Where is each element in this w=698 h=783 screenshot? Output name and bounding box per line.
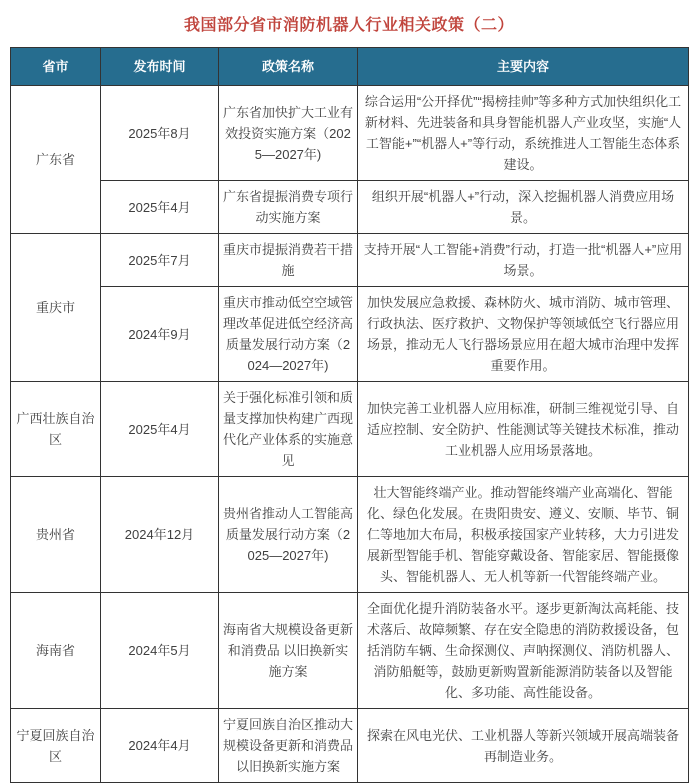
table-row (11, 382, 689, 477)
policy-content-cell: 全面优化提升消防装备水平。逐步更新淘汰高耗能、技术落后、故障频繁、存在安全隐患的消防救援设备，包括消防车辆、生命探测仪、声呐探测仪、消防机器人、消防船艇等，鼓励更新购置新能源消防装备以及智能化、多功能、高性能设备。 (358, 593, 689, 709)
policy-name-cell: 贵州省推动人工智能高质量发展行动方案（2025—2027年) (219, 477, 358, 593)
province-cell: 海南省 (11, 593, 101, 709)
province-cell: 广东省 (11, 86, 101, 234)
date-cell: 2025年4月 (101, 382, 219, 477)
policy-content-cell: 探索在风电光伏、工业机器人等新兴领域开展高端装备再制造业务。 (358, 709, 689, 783)
page-title: 我国部分省市消防机器人行业相关政策（二） (183, 17, 514, 34)
table-row (11, 86, 689, 181)
header-province: 省市 (11, 48, 101, 86)
date-cell: 2025年7月 (101, 234, 219, 287)
table-header-row (11, 48, 689, 86)
province-cell: 宁夏回族自治区 (11, 709, 101, 783)
policy-table-body (11, 86, 689, 783)
table-header (11, 48, 689, 86)
date-cell: 2024年4月 (101, 709, 219, 783)
header-policy-name: 政策名称 (219, 48, 358, 86)
policy-name-cell: 宁夏回族自治区推动大规模设备更新和消费品以旧换新实施方案 (219, 709, 358, 783)
header-date: 发布时间 (101, 48, 219, 86)
table-row (11, 287, 689, 382)
province-cell: 广西壮族自治区 (11, 382, 101, 477)
policy-content-cell: 支持开展“人工智能+消费”行动，打造一批“机器人+”应用场景。 (358, 234, 689, 287)
province-cell: 重庆市 (11, 234, 101, 382)
table-row (11, 709, 689, 783)
policy-name-cell: 关于强化标准引领和质量支撑加快构建广西现代化产业体系的实施意见 (219, 382, 358, 477)
policy-name-cell: 重庆市推动低空空域管理改革促进低空经济高质量发展行动方案（2024—2027年) (219, 287, 358, 382)
policy-content-cell: 加快发展应急救援、森林防火、城市消防、城市管理、行政执法、医疗救护、文物保护等领域低空飞行器应用场景，推动无人飞行器场景应用在超大城市治理中发挥重要作用。 (358, 287, 689, 382)
date-cell: 2025年4月 (101, 181, 219, 234)
table-row (11, 234, 689, 287)
table-row (11, 181, 689, 234)
date-cell: 2024年9月 (101, 287, 219, 382)
table-row (11, 477, 689, 593)
province-cell: 贵州省 (11, 477, 101, 593)
policy-name-cell: 广东省提振消费专项行动实施方案 (219, 181, 358, 234)
header-content: 主要内容 (358, 48, 689, 86)
policy-name-cell: 广东省加快扩大工业有效投资实施方案（2025—2027年) (219, 86, 358, 181)
policy-content-cell: 壮大智能终端产业。推动智能终端产业高端化、智能化、绿色化发展。在贵阳贵安、遵义、安顺、毕节、铜仁等地加大布局，积极承接国家产业转移，大力引进发展新型智能手机、智能穿戴设备、智能家居、智能摄像头、智能机器人、无人机等新一代智能终端产业。 (358, 477, 689, 593)
table-row (11, 593, 689, 709)
policy-table (10, 47, 689, 783)
date-cell: 2024年5月 (101, 593, 219, 709)
date-cell: 2025年8月 (101, 86, 219, 181)
policy-name-cell: 海南省大规模设备更新和消费品 以旧换新实施方案 (219, 593, 358, 709)
policy-content-cell: 组织开展“机器人+”行动，深入挖掘机器人消费应用场景。 (358, 181, 689, 234)
policy-content-cell: 加快完善工业机器人应用标准，研制三维视觉引导、自适应控制、安全防护、性能测试等关键技术标准，推动工业机器人应用场景落地。 (358, 382, 689, 477)
date-cell: 2024年12月 (101, 477, 219, 593)
policy-name-cell: 重庆市提振消费若干措施 (219, 234, 358, 287)
policy-content-cell: 综合运用“公开择优”“揭榜挂帅”等多种方式加快组织化工新材料、先进装备和具身智能机器人产业攻坚，实施“人工智能+”“机器人+”等行动，系统推进人工智能生态体系建设。 (358, 86, 689, 181)
